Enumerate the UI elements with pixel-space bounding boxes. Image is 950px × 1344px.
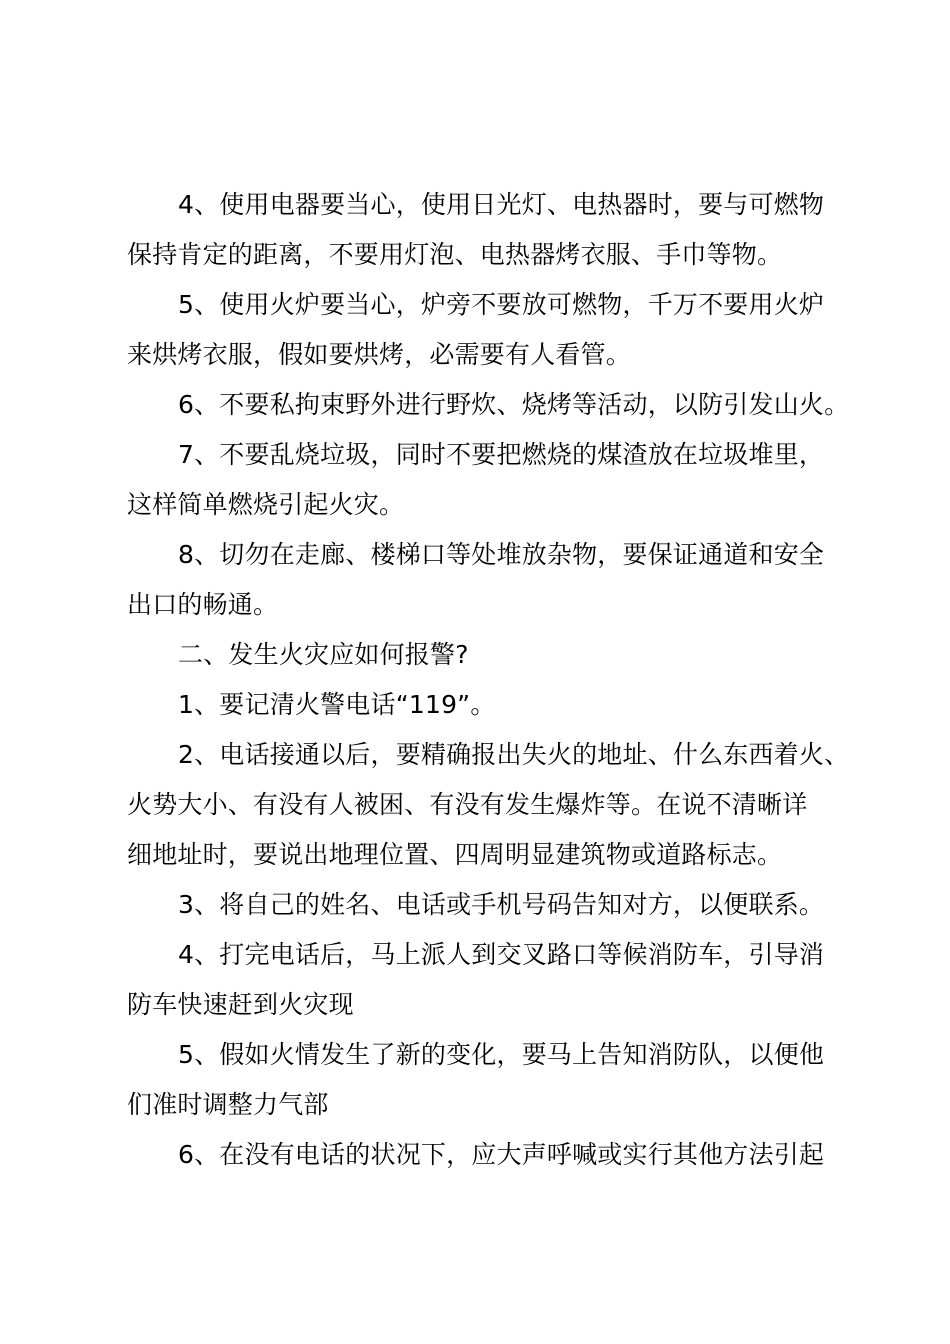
document-body: [127, 180, 850, 1180]
text-line: 这样简单燃烧引起火灾。: [127, 490, 405, 519]
text-line: 3、将自己的姓名、电话或手机号码告知对方，以便联系。: [178, 890, 825, 919]
paragraph-item-4: [127, 180, 839, 280]
paragraph-report-4: [127, 930, 839, 1030]
text-line: 火势大小、有没有人被困、有没有发生爆炸等。在说不清晰详: [127, 790, 808, 819]
text-line: 4、打完电话后，马上派人到交叉路口等候消防车，引导消: [178, 940, 825, 969]
text-line: 们准时调整力气部: [127, 1090, 329, 1119]
paragraph-report-5: [127, 1030, 839, 1130]
text-line: 6、不要私拘束野外进行野炊、烧烤等活动，以防引发山火。: [178, 390, 850, 419]
paragraph-report-1: [127, 680, 839, 730]
text-line: 6、在没有电话的状况下，应大声呼喊或实行其他方法引起: [178, 1140, 825, 1169]
text-line: 保持肯定的距离，不要用灯泡、电热器烤衣服、手巾等物。: [127, 240, 783, 269]
section-heading: [127, 630, 839, 680]
section-heading-text: 二、发生火灾应如何报警?: [178, 640, 469, 669]
text-line: 防车快速赶到火灾现: [127, 990, 354, 1019]
paragraph-report-3: [127, 880, 839, 930]
paragraph-item-5: [127, 280, 839, 380]
text-line: 1、要记清火警电话“119”。: [178, 690, 496, 719]
paragraph-item-6: [127, 380, 850, 430]
text-line: 来烘烤衣服，假如要烘烤，必需要有人看管。: [127, 340, 632, 369]
text-line: 出口的畅通。: [127, 590, 279, 619]
text-line: 7、不要乱烧垃圾，同时不要把燃烧的煤渣放在垃圾堆里，: [178, 440, 825, 469]
text-line: 5、假如火情发生了新的变化，要马上告知消防队，以便他: [178, 1040, 825, 1069]
text-line: 8、切勿在走廊、楼梯口等处堆放杂物，要保证通道和安全: [178, 540, 825, 569]
text-line: 4、使用电器要当心，使用日光灯、电热器时，要与可燃物: [178, 190, 825, 219]
paragraph-report-6: [127, 1130, 839, 1180]
text-line: 2、电话接通以后，要精确报出失火的地址、什么东西着火、: [178, 740, 850, 769]
text-line: 5、使用火炉要当心，炉旁不要放可燃物，千万不要用火炉: [178, 290, 825, 319]
paragraph-item-8: [127, 530, 839, 630]
paragraph-item-7: [127, 430, 839, 530]
text-line: 细地址时，要说出地理位置、四周明显建筑物或道路标志。: [127, 840, 783, 869]
paragraph-report-2: [127, 730, 850, 880]
